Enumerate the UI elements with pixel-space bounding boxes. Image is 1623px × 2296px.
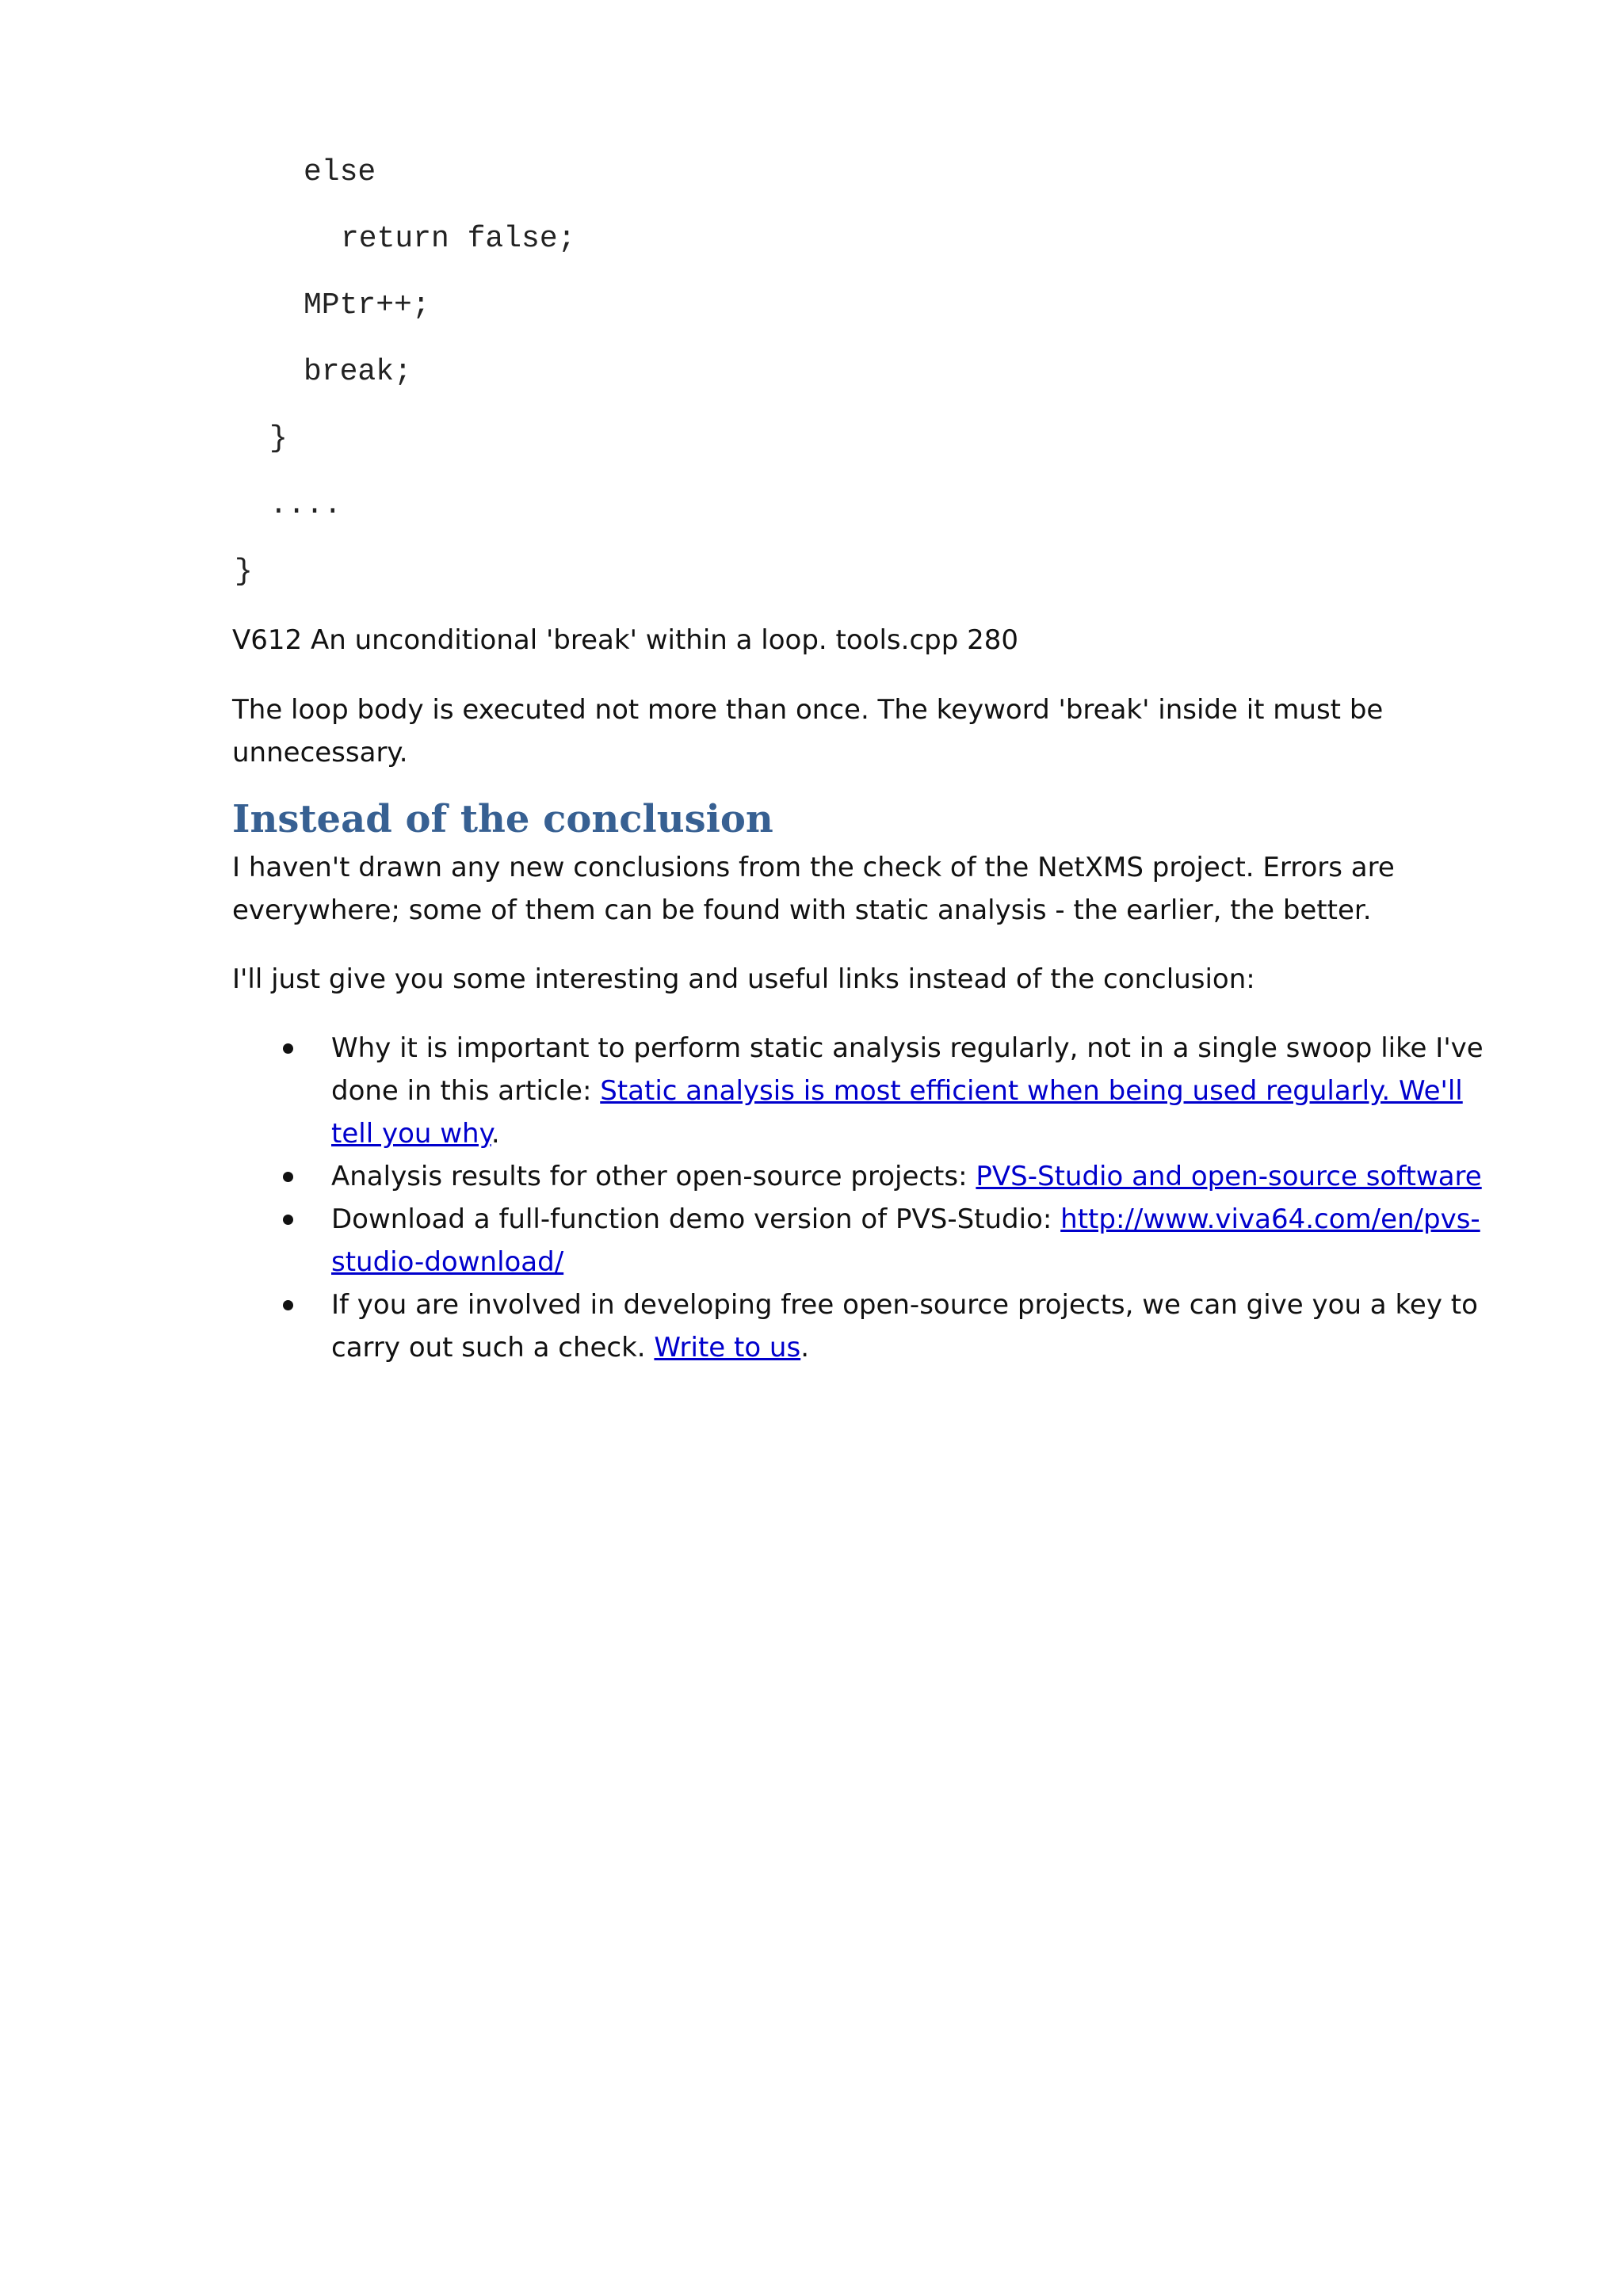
bullet-icon: [283, 1300, 293, 1310]
conclusion-paragraph: I haven't drawn any new conclusions from the check of the NetXMS project. Errors are everywhere; some of them can be found with static analysis - the earlier, the better.: [232, 852, 1395, 926]
bullet-icon: [283, 1043, 293, 1054]
code-line-mptr: MPtr++;: [304, 288, 430, 322]
code-line-break: break;: [304, 355, 412, 389]
bullet-icon: [283, 1215, 293, 1225]
list-item: [232, 1027, 1484, 1155]
links-intro-paragraph: I'll just give you some interesting and useful links instead of the conclusion:: [232, 963, 1255, 995]
list-item-text: Why it is important to perform static analysis regularly, not in a single swoop like I've done in this article:: [331, 1032, 1484, 1107]
code-line-return: return false;: [341, 222, 576, 256]
list-item-text: If you are involved in developing free open-source projects, we can give you a key to carry out such a check.: [331, 1289, 1478, 1363]
diagnostic-explanation: The loop body is executed not more than once. The keyword 'break' inside it must be unnecessary.: [232, 694, 1384, 769]
list-item: [232, 1155, 1484, 1198]
section-heading: Instead of the conclusion: [232, 797, 773, 841]
list-item: [232, 1198, 1484, 1283]
list-item-suffix: .: [491, 1118, 500, 1150]
code-line-close-brace-outer: }: [235, 555, 253, 589]
regular-analysis-link[interactable]: Static analysis is most efficient when being used regularly. We'll tell you why: [331, 1075, 1463, 1150]
write-to-us-link[interactable]: Write to us: [654, 1332, 801, 1363]
code-line-close-brace-inner: }: [269, 421, 288, 456]
code-line-ellipsis: ....: [269, 488, 342, 522]
list-item-suffix: .: [800, 1332, 810, 1363]
list-item: [232, 1283, 1484, 1369]
bullet-icon: [283, 1172, 293, 1182]
useful-links-list: [232, 1027, 1484, 1369]
code-line-else: else: [304, 155, 376, 189]
list-item-text: Analysis results for other open-source projects:: [331, 1161, 976, 1192]
list-item-text: Download a full-function demo version of PVS-Studio:: [331, 1203, 1061, 1235]
download-link[interactable]: http://www.viva64.com/en/pvs-studio-download/: [331, 1203, 1480, 1278]
diagnostic-message: V612 An unconditional 'break' within a loop. tools.cpp 280: [232, 624, 1019, 656]
open-source-results-link[interactable]: PVS-Studio and open-source software: [976, 1161, 1482, 1192]
